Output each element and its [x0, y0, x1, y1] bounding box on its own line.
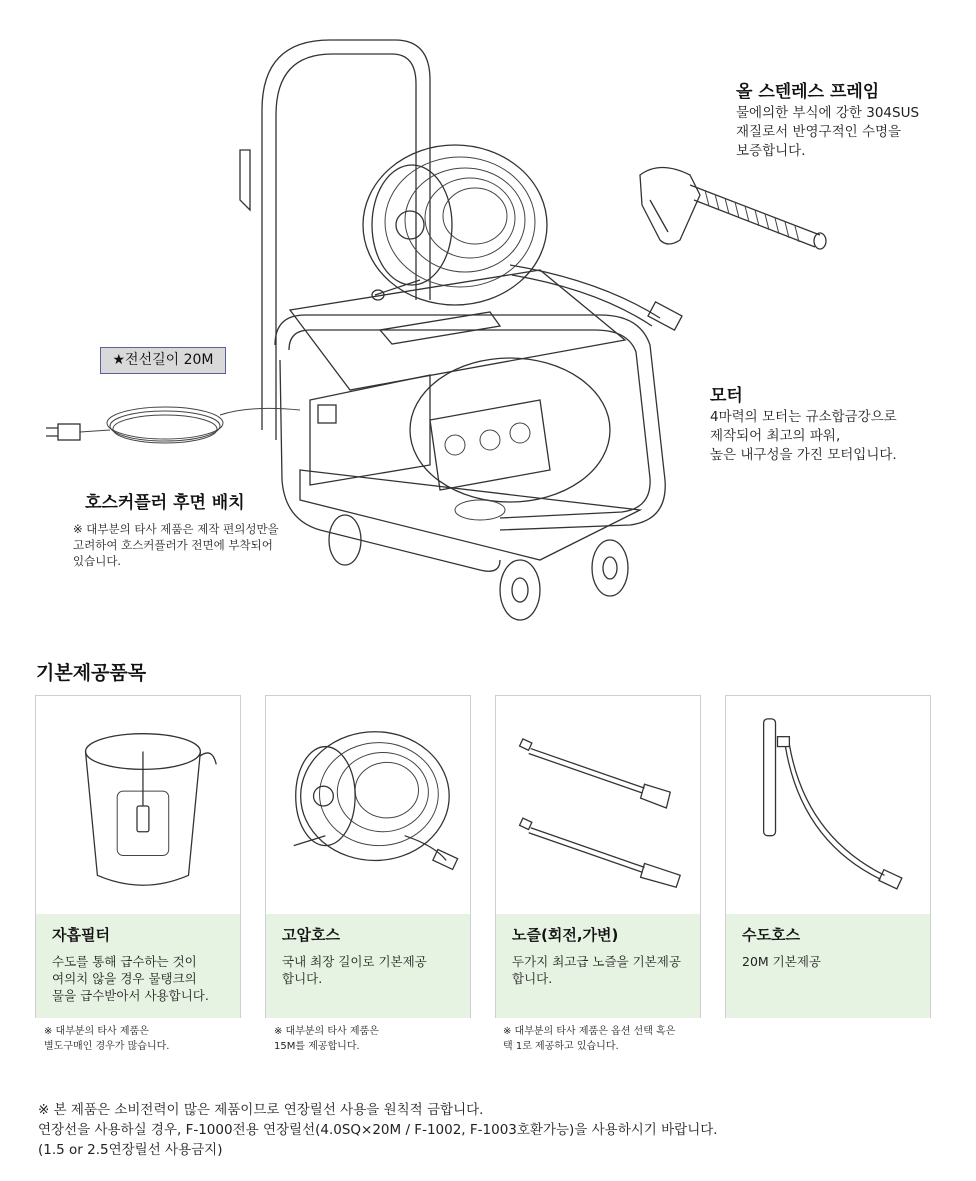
motor-feature-desc: 4마력의 모터는 규소합금강으로 제작되어 최고의 파워, 높은 내구성을 가진 모터입니다.: [710, 409, 897, 463]
hose-reel-icon: [266, 696, 470, 914]
item-card-high-pressure-hose: [265, 695, 471, 1018]
item-desc: 수도를 통해 급수하는 것이 여의치 않을 경우 물탱크의 물을 급수받아서 사용합니다.: [52, 954, 209, 1003]
motor-feature-title: 모터: [710, 386, 743, 406]
frame-feature-desc: 물에의한 부식에 강한 304SUS 재질로서 반영구적인 수명을 보증합니다.: [736, 105, 920, 159]
frame-feature-title: 올 스텐레스 프레임: [736, 82, 880, 102]
water-hose-icon: [726, 696, 930, 914]
item-note: ※ 대부분의 타사 제품은 옵션 선택 혹은 택 1로 제공하고 있습니다.: [503, 1026, 676, 1052]
cord-length-label: ★전선길이 20M: [100, 347, 226, 374]
section-title: 기본제공품목: [36, 662, 147, 684]
item-card-suction-filter: [35, 695, 241, 1018]
item-note: ※ 대부분의 타사 제품은 별도구매인 경우가 많습니다.: [44, 1026, 170, 1052]
footer-note: ※ 본 제품은 소비전력이 많은 제품이므로 연장릴선 사용을 원칙적 금합니다. 연장선을 사용하실 경우, F-1000전용 연장릴선(4.0SQ×20M / F-1002, F-1003호환가능)을 사용하시기 바랍니다. (1.5 or 2.5연장릴선 사용금지): [38, 1102, 718, 1158]
item-desc: 20M 기본제공: [742, 954, 821, 969]
item-name: 수도호스: [742, 926, 800, 944]
item-card-nozzle: [495, 695, 701, 1018]
spray-gun-icon: [640, 168, 826, 250]
item-note: ※ 대부분의 타사 제품은 15M를 제공합니다.: [274, 1026, 379, 1052]
suction-filter-bucket-icon: [36, 696, 240, 914]
coupler-feature-note: ※ 대부분의 타사 제품은 제작 편의성만을 고려하여 호스커플러가 전면에 부착되어 있습니다.: [73, 522, 279, 568]
item-card-water-hose: [725, 695, 931, 1018]
nozzle-lances-icon: [496, 696, 700, 914]
item-desc: 두가지 최고급 노즐을 기본제공 합니다.: [512, 954, 681, 986]
coupler-feature-title: 호스커플러 후면 배치: [85, 493, 245, 513]
item-name: 자흡필터: [52, 926, 110, 944]
item-name: 노즐(회전,가변): [512, 926, 619, 944]
item-desc: 국내 최장 길이로 기본제공 합니다.: [282, 954, 427, 986]
item-name: 고압호스: [282, 926, 340, 944]
